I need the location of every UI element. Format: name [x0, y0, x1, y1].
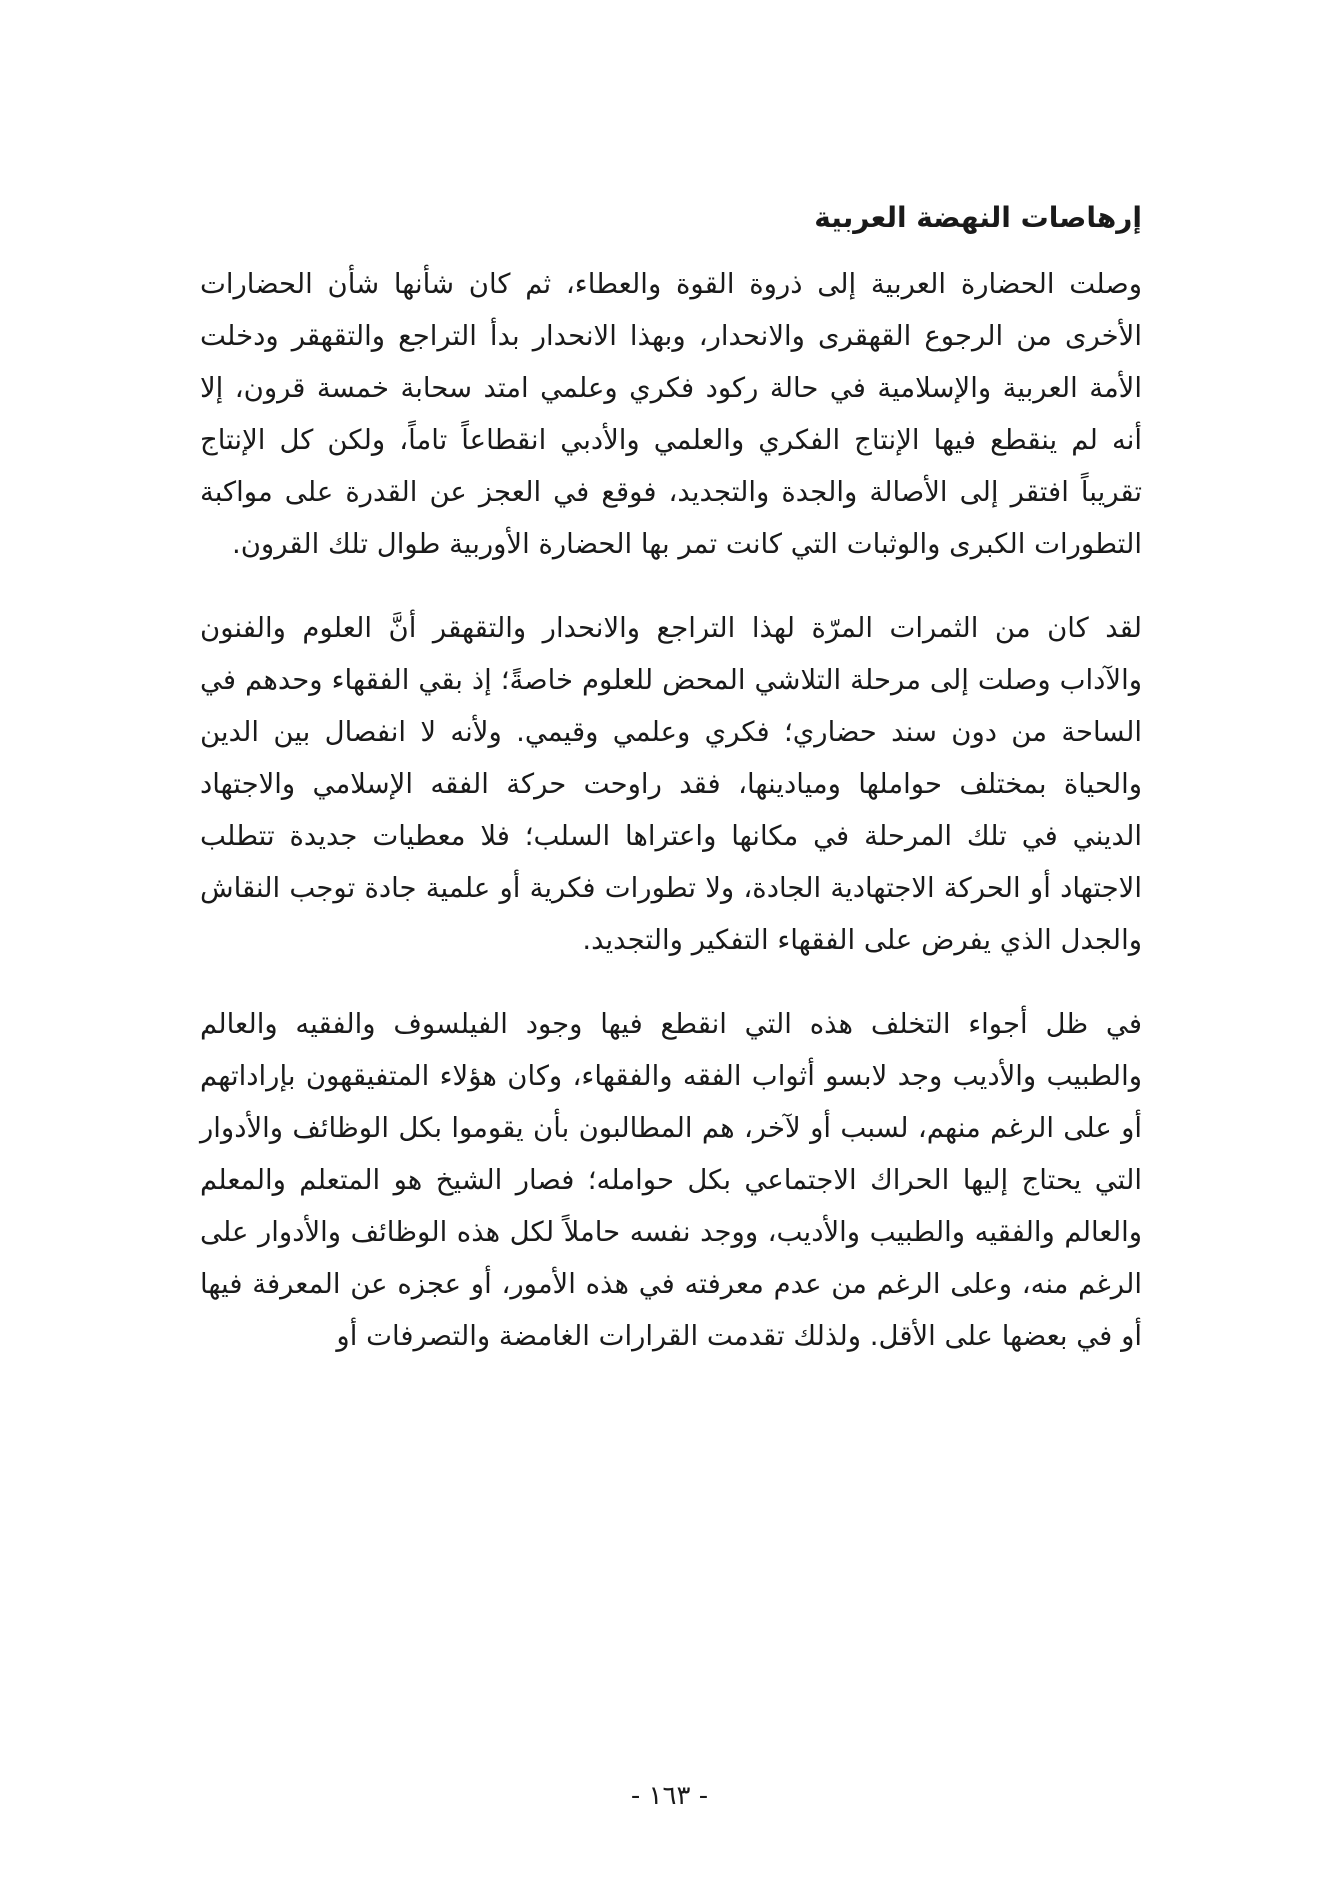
- paragraph-1: وصلت الحضارة العربية إلى ذروة القوة والعطاء، ثم كان شأنها شأن الحضارات الأخرى من الرجوع القهقرى والانحدار، وبهذا الانحدار بدأ التراجع والتقهقر ودخلت الأمة العربية والإسلامية في حالة ركود فكري وعلمي امتد سحابة خمسة قرون، إلا أنه لم ينقطع فيها الإنتاج الفكري والعلمي والأدبي انقطاعاً تاماً، ولكن كل الإنتاج تقريباً افتقر إلى الأصالة والجدة والتجديد، فوقع في العجز عن القدرة على مواكبة التطورات الكبرى والوثبات التي كانت تمر بها الحضارة الأوربية طوال تلك القرون.: [200, 268, 1142, 560]
- section-heading: إرهاصات النهضة العربية: [814, 201, 1142, 234]
- body-text: [200, 196, 1142, 1394]
- paragraph-2: لقد كان من الثمرات المرّة لهذا التراجع والانحدار والتقهقر أنَّ العلوم والفنون والآداب وصلت إلى مرحلة التلاشي المحض للعلوم خاصةً؛ إذ بقي الفقهاء وحدهم في الساحة من دون سند حضاري؛ فكري وعلمي وقيمي. ولأنه لا انفصال بين الدين والحياة بمختلف حواملها وميادينها، فقد راوحت حركة الفقه الإسلامي والاجتهاد الديني في تلك المرحلة في مكانها واعتراها السلب؛ فلا معطيات جديدة تتطلب الاجتهاد أو الحركة الاجتهادية الجادة، ولا تطورات فكرية أو علمية جادة توجب النقاش والجدل الذي يفرض على الفقهاء التفكير والتجديد.: [200, 612, 1142, 956]
- paragraph-3: في ظل أجواء التخلف هذه التي انقطع فيها وجود الفيلسوف والفقيه والعالم والطبيب والأديب وجد لابسو أثواب الفقه والفقهاء، وكان هؤلاء المتفيقهون بإراداتهم أو على الرغم منهم، لسبب أو لآخر، هم المطالبون بأن يقوموا بكل الوظائف والأدوار التي يحتاج إليها الحراك الاجتماعي بكل حوامله؛ فصار الشيخ هو المتعلم والمعلم والعالم والفقيه والطبيب والأديب، ووجد نفسه حاملاً لكل هذه الوظائف والأدوار على الرغم منه، وعلى الرغم من عدم معرفته في هذه الأمور، أو عجزه عن المعرفة فيها أو في بعضها على الأقل. ولذلك تقدمت القرارات الغامضة والتصرفات أو: [200, 1008, 1142, 1352]
- page-number: - ١٦٣ -: [630, 1781, 709, 1811]
